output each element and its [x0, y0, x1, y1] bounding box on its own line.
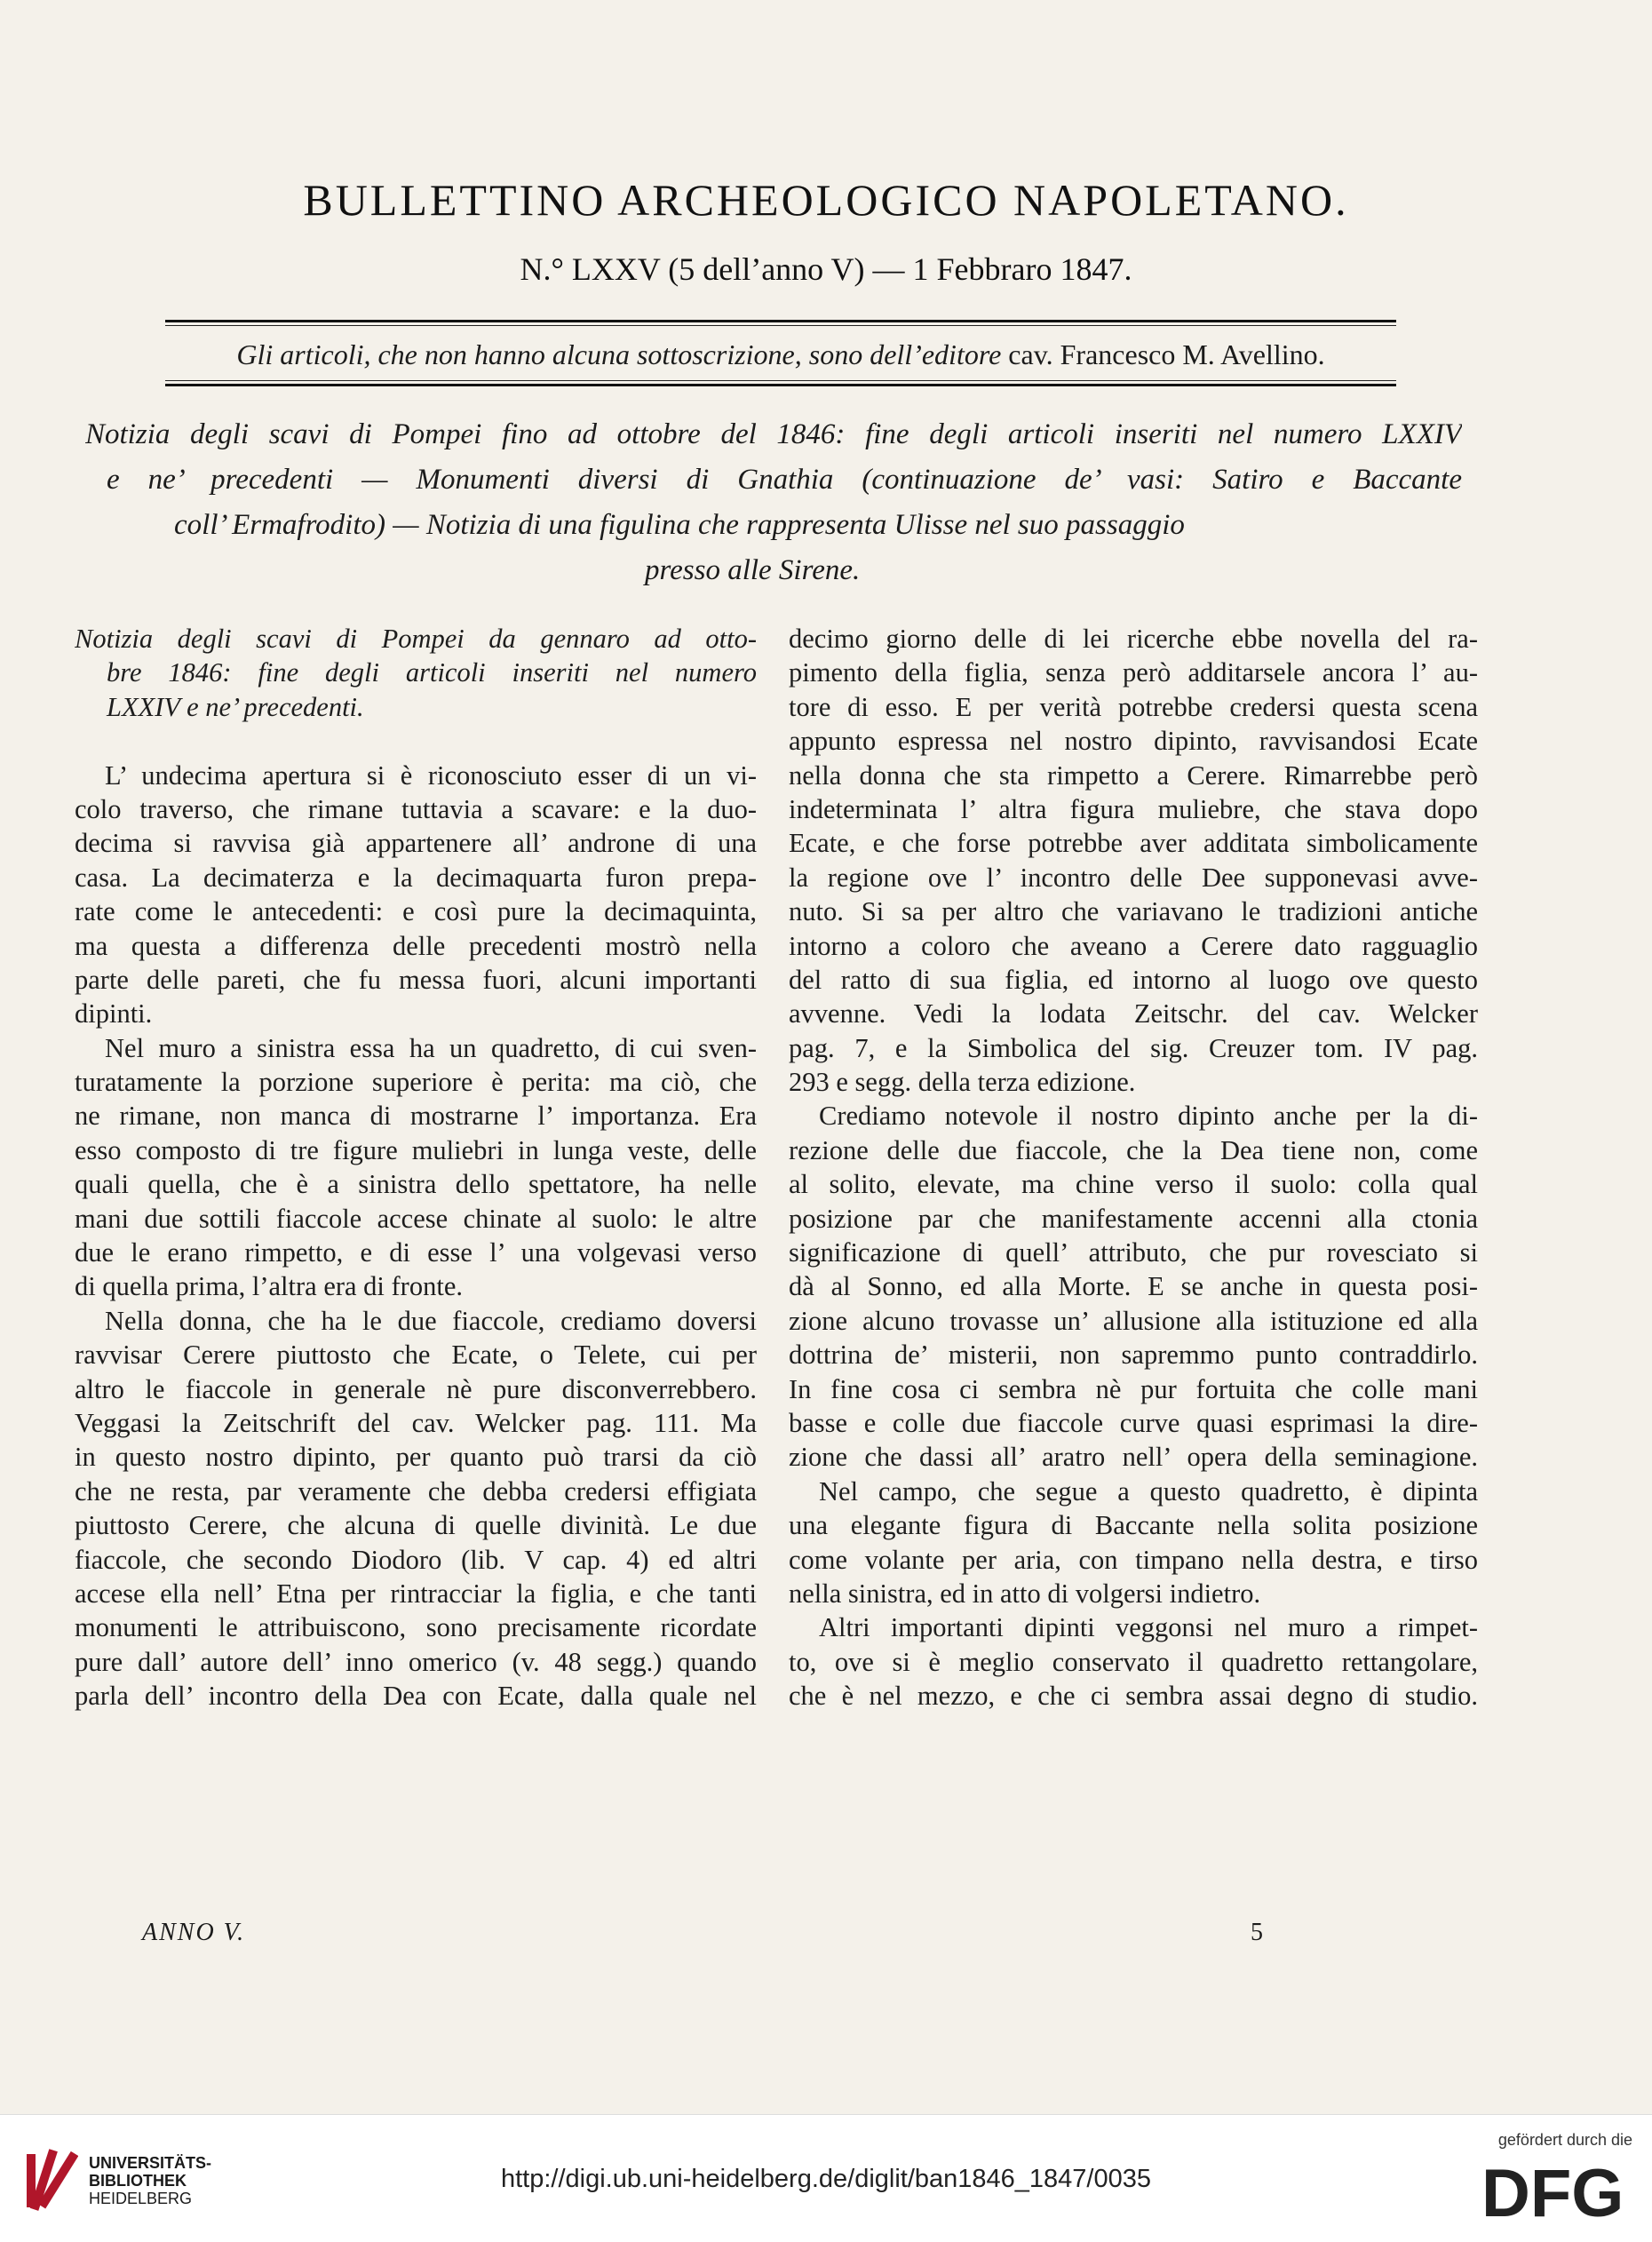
text-line: intorno a coloro che aveano a Cerere dato ragguaglio: [789, 930, 1478, 961]
editor-note: [165, 332, 1396, 377]
text-line: zione che dassi all’ aratro nell’ opera della seminagione.: [789, 1442, 1478, 1473]
text-line: to, ove si è meglio conservato il quadretto rettangolare,: [789, 1646, 1478, 1677]
text-line: pag. 7, e la Simbolica del sig. Creuzer tom. IV pag.: [789, 1032, 1478, 1063]
dfg-logo-icon[interactable]: [1481, 2156, 1632, 2227]
text-line: in questo nostro dipinto, per quanto può trarsi da ciò: [75, 1442, 757, 1473]
text-line: come volante per aria, con timpano nella destra, e tirso: [789, 1544, 1478, 1575]
text-line: casa. La decimaterza e la decimaquarta furon prepa-: [75, 862, 757, 893]
viewer-footer: [0, 2114, 1652, 2242]
text-line: In fine cosa ci sembra nè pur fortuita che colle mani: [789, 1373, 1478, 1404]
text-line: nella donna che sta rimpetto a Cerere. Rimarrebbe però: [789, 759, 1478, 791]
library-name-line: HEIDELBERG: [89, 2190, 193, 2207]
library-name-line: BIBLIOTHEK: [89, 2172, 187, 2190]
text-line: rate come le antecedenti: e così pure la decimaquinta,: [75, 896, 757, 927]
article-heading: [75, 622, 757, 724]
text-line: una elegante figura di Baccante nella solita posizione: [789, 1510, 1478, 1541]
text-line: rezione delle due fiaccole, che la Dea tiene non, come: [789, 1134, 1478, 1165]
text-line: piuttosto Cerere, che alcuna di quelle divinità. Le due: [75, 1510, 757, 1541]
text-line: appunto espressa nel nostro dipinto, ravvisandosi Ecate: [789, 726, 1478, 757]
right-column: [789, 622, 1478, 1713]
text-line: Crediamo notevole il nostro dipinto anche per la di-: [819, 1101, 1478, 1132]
text-line: pure dall’ autore dell’ inno omerico (v. 48 segg.) quando: [75, 1646, 757, 1677]
text-line: zione alcuno trovasse un’ allusione alla istituzione ed alla: [789, 1305, 1478, 1336]
summary-line: e ne’ precedenti — Monumenti diversi di Gnathia (continuazione de’ vasi: Satiro e Baccante: [107, 464, 1462, 496]
text-line: Nella donna, che ha le due fiaccole, crediamo doversi: [105, 1305, 757, 1336]
paragraph: [789, 1610, 1478, 1713]
page-number: 5: [1251, 1919, 1263, 1946]
text-line: tore di esso. E per verità potrebbe credersi questa scena: [789, 691, 1478, 722]
text-line: Ecate, e che forse potrebbe aver additata simbolicamente: [789, 828, 1478, 859]
heading-line: bre 1846: fine degli articoli inseriti nel numero: [107, 657, 757, 688]
bottom-rule-thin: [165, 380, 1396, 381]
text-line: decima si ravvisa già appartenere all’ androne di una: [75, 828, 757, 859]
text-line: mani due sottili fiaccole accese chinate al suolo: le altre: [75, 1203, 757, 1234]
text-line: Nel campo, che segue a questo quadretto, è dipinta: [819, 1475, 1478, 1507]
issue-line: N.° LXXV (5 dell’anno V) — 1 Febbraro 1847.: [520, 251, 1132, 287]
text-line: 293 e segg. della terza edizione.: [789, 1067, 1136, 1098]
text-line: L’ undecima apertura si è riconosciuto esser di un vi-: [105, 759, 757, 791]
text-line: ne rimane, non manca di mostrarne l’ importanza. Era: [75, 1101, 757, 1132]
masthead-title: BULLETTINO ARCHEOLOGICO NAPOLETANO.: [303, 175, 1349, 225]
text-line: che è nel mezzo, e che ci sembra assai degno di studio.: [789, 1681, 1478, 1712]
summary-line: presso alle Sirene.: [645, 554, 861, 586]
text-line: accese ella nell’ Etna per rintracciar la figlia, e che tanti: [75, 1578, 757, 1609]
text-line: indeterminata l’ altra figura muliebre, che stava dopo: [789, 793, 1478, 824]
text-line: basse e colle due fiaccole curve quasi esprimasi la dire-: [789, 1407, 1478, 1438]
paragraph: [789, 1475, 1478, 1611]
paragraph: [789, 1099, 1478, 1474]
text-line: monumenti le attribuiscono, sono precisamente ricordate: [75, 1612, 757, 1643]
heading-line: Notizia degli scavi di Pompei da gennaro ad otto-: [75, 624, 757, 654]
permalink-url[interactable]: http://digi.ub.uni-heidelberg.de/diglit/ban1846_1847/0035: [500, 2165, 1152, 2193]
text-line: nella sinistra, ed in atto di volgersi indietro.: [789, 1578, 1261, 1609]
text-line: avvenne. Vedi la lodata Zeitschr. del cav. Welcker: [789, 998, 1478, 1030]
text-line: di quella prima, l’altra era di fronte.: [75, 1271, 463, 1302]
editor-note-italic: Gli articoli, che non hanno alcuna sottoscrizione, sono dell’editore: [236, 338, 1002, 370]
text-line: fiaccole, che secondo Diodoro (lib. V cap. 4) ed altri: [75, 1544, 757, 1575]
top-rule-thin: [165, 325, 1396, 326]
text-line: Veggasi la Zeitschrift del cav. Welcker pag. 111. Ma: [75, 1407, 757, 1438]
text-line: al solito, elevate, ma chine verso il suolo: colla qual: [789, 1169, 1478, 1200]
editor-name: cav. Francesco M. Avellino.: [1001, 338, 1325, 370]
text-line: Nel muro a sinistra essa ha un quadretto, di cui sven-: [105, 1032, 757, 1063]
text-line: due le erano rimpetto, e di esse l’ una volgevasi verso: [75, 1237, 757, 1268]
text-line: Altri importanti dipinti veggonsi nel muro a rimpet-: [819, 1612, 1478, 1643]
text-line: dipinti.: [75, 998, 153, 1030]
summary-line: coll’ Ermafrodito) — Notizia di una figulina che rappresenta Ulisse nel suo passaggio: [174, 509, 1185, 541]
text-line: colo traverso, che rimane tuttavia a scavare: e la duo-: [75, 793, 757, 824]
paragraph: [75, 1304, 757, 1713]
text-line: altro le fiaccole in generale nè pure disconverrebbero.: [75, 1373, 757, 1404]
text-line: ravvisar Cerere piuttosto che Ecate, o Telete, cui per: [75, 1340, 757, 1371]
text-line: che ne resta, par veramente che debba credersi effigiata: [75, 1475, 757, 1507]
summary-line: Notizia degli scavi di Pompei fino ad ottobre del 1846: fine degli articoli inseriti nel numero LXXIV: [85, 418, 1462, 450]
text-line: dottrina de’ misterii, non sapremmo punto contraddirlo.: [789, 1340, 1478, 1371]
text-line: dà al Sonno, ed alla Morte. E se anche in questa posi-: [789, 1271, 1478, 1302]
bottom-rule: [165, 384, 1396, 386]
text-line: la regione ove l’ incontro delle Dee supponevasi avve-: [789, 862, 1478, 893]
text-line: ma questa a differenza delle precedenti mostrò nella: [75, 930, 757, 961]
paragraph: [789, 622, 1478, 1099]
text-line: esso composto di tre figure muliebri in lunga veste, delle: [75, 1134, 757, 1165]
text-line: turatamente la porzione superiore è perita: ma ciò, che: [75, 1067, 757, 1098]
paragraph: [75, 1031, 757, 1304]
text-line: significazione di quell’ attributo, che pur rovesciato si: [789, 1237, 1478, 1268]
text-line: decimo giorno delle di lei ricerche ebbe novella del ra-: [789, 624, 1478, 654]
paragraph: [75, 759, 757, 1031]
dfg-logo-text: DFG: [1481, 2156, 1624, 2227]
left-column: [75, 622, 757, 1713]
text-line: parla dell’ incontro della Dea con Ecate, dalla quale nel: [75, 1681, 757, 1712]
issue-summary: [85, 412, 1462, 593]
text-line: del ratto di sua figlia, ed intorno al luogo ove questo: [789, 964, 1478, 995]
text-line: posizione par che manifestamente accenni alla ctonia: [789, 1203, 1478, 1234]
volume-label: ANNO V.: [142, 1919, 246, 1946]
funded-by-label: gefördert durch die: [1497, 2131, 1632, 2149]
text-line: pimento della figlia, senza però additarsele ancora l’ au-: [789, 657, 1478, 688]
top-rule: [165, 320, 1396, 322]
text-line: parte delle pareti, che fu messa fuori, alcuni importanti: [75, 964, 757, 995]
library-name-line: UNIVERSITÄTS-: [89, 2154, 212, 2172]
heading-line: LXXIV e ne’ precedenti.: [107, 691, 364, 722]
text-line: nuto. Si sa per altro che variavano le tradizioni antiche: [789, 896, 1478, 927]
spacer: [75, 724, 757, 758]
text-line: quali quella, che è a sinistra dello spettatore, ha nelle: [75, 1169, 757, 1200]
